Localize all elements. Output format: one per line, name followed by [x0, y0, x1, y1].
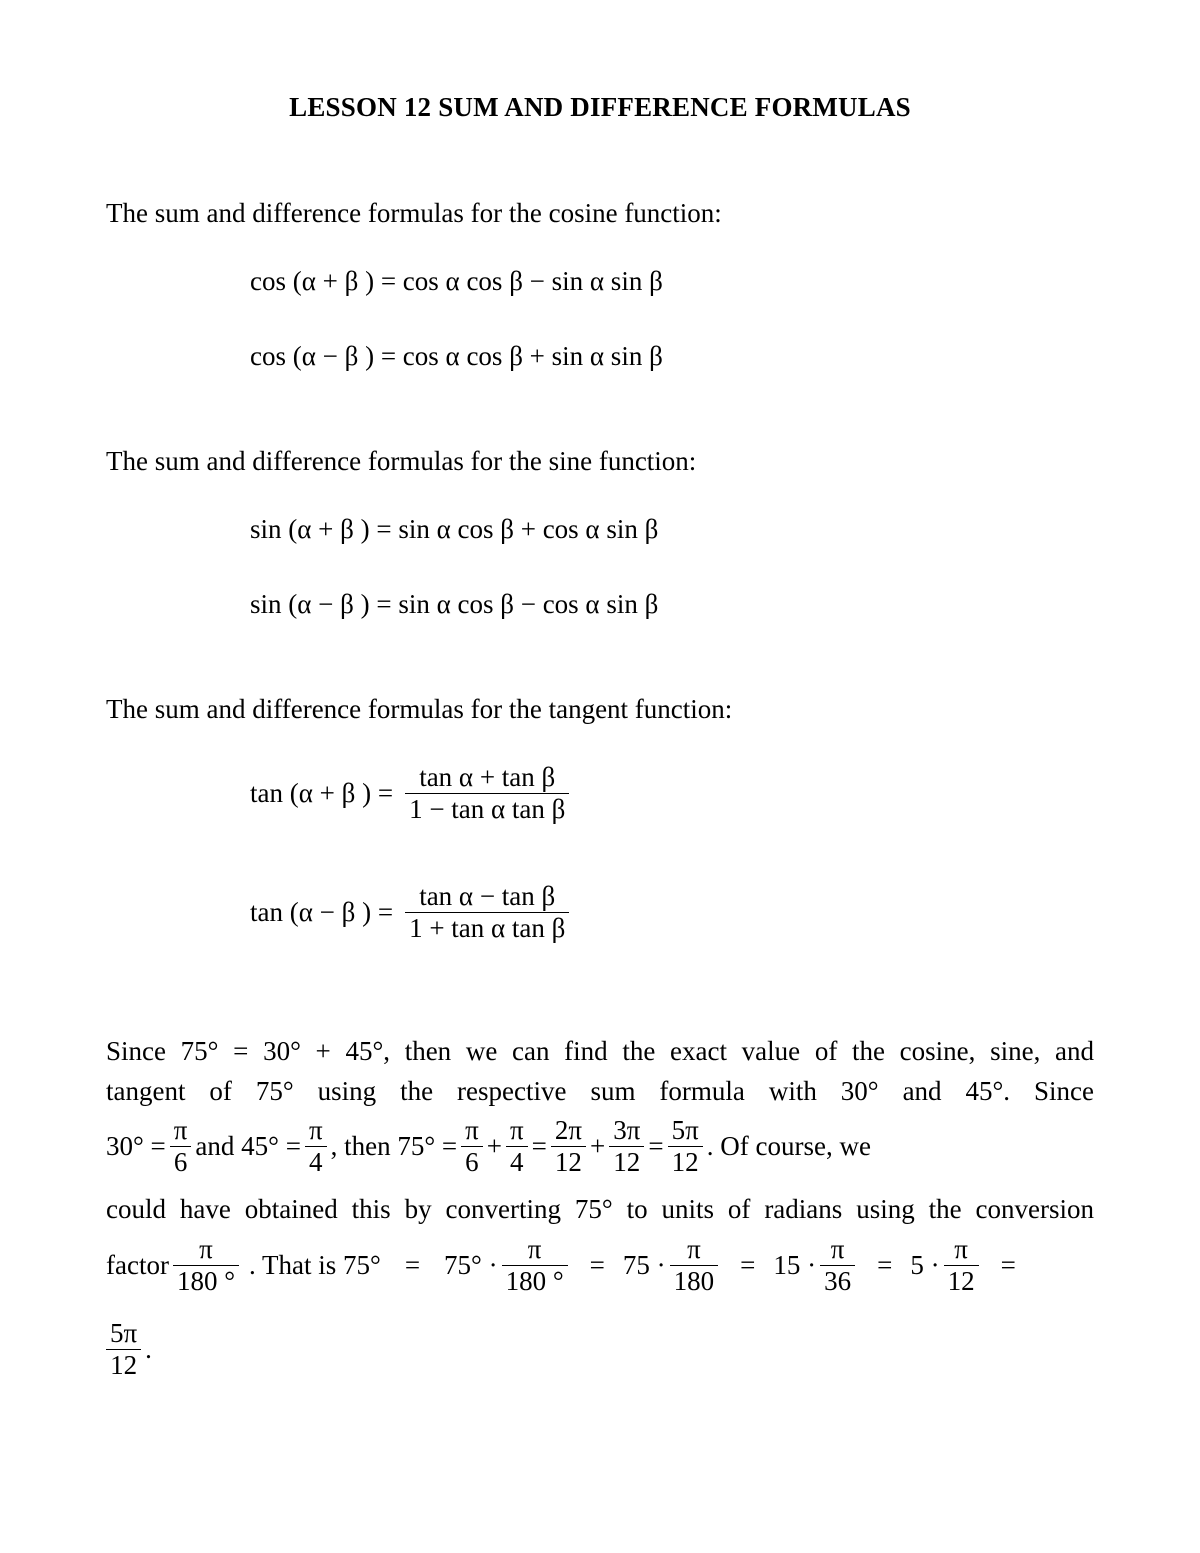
twelve-denominator: 12	[944, 1265, 979, 1297]
and-45-deg-eq: and 45° =	[195, 1131, 301, 1162]
of-course-text: . Of course, we	[706, 1131, 871, 1162]
example-line-5	[106, 1234, 1094, 1297]
then-75-deg-eq: , then 75° =	[330, 1131, 458, 1162]
pi-over-36-fraction	[820, 1234, 855, 1297]
tangent-sum-formula	[250, 762, 573, 825]
example-line-2: tangent of 75° using the respective sum formula with 30° and 45°. Since	[106, 1076, 1094, 1106]
final-period: .	[145, 1334, 152, 1365]
seventy-five-times: 75 ·	[622, 1250, 666, 1281]
pi-numerator: π	[830, 1234, 845, 1264]
pi-over-180-deg-fraction-2	[502, 1234, 568, 1297]
equals-sign: =	[648, 1131, 664, 1162]
pi-numerator: π	[173, 1115, 188, 1145]
tangent-diff-denominator: 1 + tan α tan β	[405, 912, 569, 944]
twelve-denominator: 12	[551, 1146, 586, 1178]
tangent-sum-numerator: tan α + tan β	[419, 762, 556, 792]
pi-numerator: π	[465, 1115, 479, 1145]
four-denominator: 4	[305, 1146, 327, 1178]
lesson-title: LESSON 12 SUM AND DIFFERENCE FORMULAS	[289, 92, 911, 122]
equals-sign: =	[589, 1250, 605, 1281]
five-pi-over-12-result	[106, 1318, 141, 1381]
pi-over-180-deg-fraction	[173, 1234, 239, 1297]
sine-sum-formula: sin (α + β ) = sin α cos β + cos α sin β	[250, 514, 659, 544]
one-eighty-denominator: 180	[670, 1265, 719, 1297]
five-pi-numerator: 5π	[110, 1318, 138, 1348]
pi-numerator: π	[509, 1115, 524, 1145]
cosine-difference-formula: cos (α − β ) = cos α cos β + sin α sin β	[250, 341, 663, 371]
pi-over-6-fraction-2	[461, 1115, 483, 1178]
example-line-6	[106, 1318, 152, 1381]
tangent-sum-denominator: 1 − tan α tan β	[405, 793, 569, 825]
equals-sign: =	[877, 1250, 893, 1281]
cosine-sum-formula: cos (α + β ) = cos α cos β − sin α sin β	[250, 266, 663, 296]
pi-over-4-fraction-2	[506, 1115, 528, 1178]
pi-numerator: π	[527, 1234, 542, 1264]
that-is-text: . That is 75°	[249, 1250, 381, 1281]
five-pi-numerator: 5π	[671, 1115, 699, 1145]
pi-over-4-fraction	[305, 1115, 327, 1178]
pi-over-6-fraction	[170, 1115, 192, 1178]
pi-numerator: π	[199, 1234, 213, 1264]
thirty-deg-eq: 30° =	[106, 1131, 166, 1162]
tangent-diff-numerator: tan α − tan β	[419, 881, 556, 911]
plus-sign: +	[486, 1131, 502, 1162]
four-denominator: 4	[506, 1146, 528, 1178]
tangent-diff-fraction	[405, 881, 569, 944]
tangent-sum-lhs: tan (α + β ) =	[250, 778, 394, 809]
six-denominator: 6	[170, 1146, 192, 1178]
thirty-six-denominator: 36	[820, 1265, 855, 1297]
tangent-heading: The sum and difference formulas for the tangent function:	[106, 694, 733, 724]
pi-numerator: π	[687, 1234, 701, 1264]
example-line-3	[106, 1115, 1094, 1178]
seventy-five-deg-times: 75° ·	[444, 1250, 498, 1281]
equals-sign: =	[404, 1250, 421, 1281]
pi-numerator: π	[308, 1115, 323, 1145]
equals-sign: =	[1000, 1250, 1016, 1281]
fifteen-times: 15 ·	[773, 1250, 817, 1281]
twelve-denominator: 12	[668, 1146, 703, 1178]
sine-heading: The sum and difference formulas for the sine function:	[106, 446, 697, 476]
five-pi-over-12-fraction	[668, 1115, 703, 1178]
tangent-diff-lhs: tan (α − β ) =	[250, 897, 394, 928]
three-pi-numerator: 3π	[613, 1115, 641, 1145]
equals-sign: =	[531, 1131, 547, 1162]
equals-sign: =	[740, 1250, 756, 1281]
three-pi-over-12-fraction	[609, 1115, 644, 1178]
six-denominator: 6	[461, 1146, 483, 1178]
tangent-sum-fraction	[405, 762, 569, 825]
example-line-4: could have obtained this by converting 75° to units of radians using the conversion	[106, 1194, 1094, 1224]
five-times: 5 ·	[910, 1250, 940, 1281]
one-eighty-deg-denominator: 180 °	[173, 1265, 239, 1297]
plus-sign: +	[589, 1131, 606, 1162]
two-pi-over-12-fraction	[551, 1115, 586, 1178]
factor-word: factor	[106, 1250, 169, 1281]
pi-numerator: π	[954, 1234, 968, 1264]
two-pi-numerator: 2π	[554, 1115, 582, 1145]
one-eighty-deg-denominator: 180 °	[502, 1265, 568, 1297]
twelve-denominator: 12	[106, 1349, 141, 1381]
tangent-difference-formula	[250, 881, 573, 944]
twelve-denominator: 12	[609, 1146, 644, 1178]
cosine-heading: The sum and difference formulas for the cosine function:	[106, 198, 722, 228]
pi-over-12-fraction	[944, 1234, 979, 1297]
example-line-1: Since 75° = 30° + 45°, then we can find the exact value of the cosine, sine, and	[106, 1036, 1094, 1066]
pi-over-180-fraction	[670, 1234, 719, 1297]
sine-difference-formula: sin (α − β ) = sin α cos β − cos α sin β	[250, 589, 659, 619]
